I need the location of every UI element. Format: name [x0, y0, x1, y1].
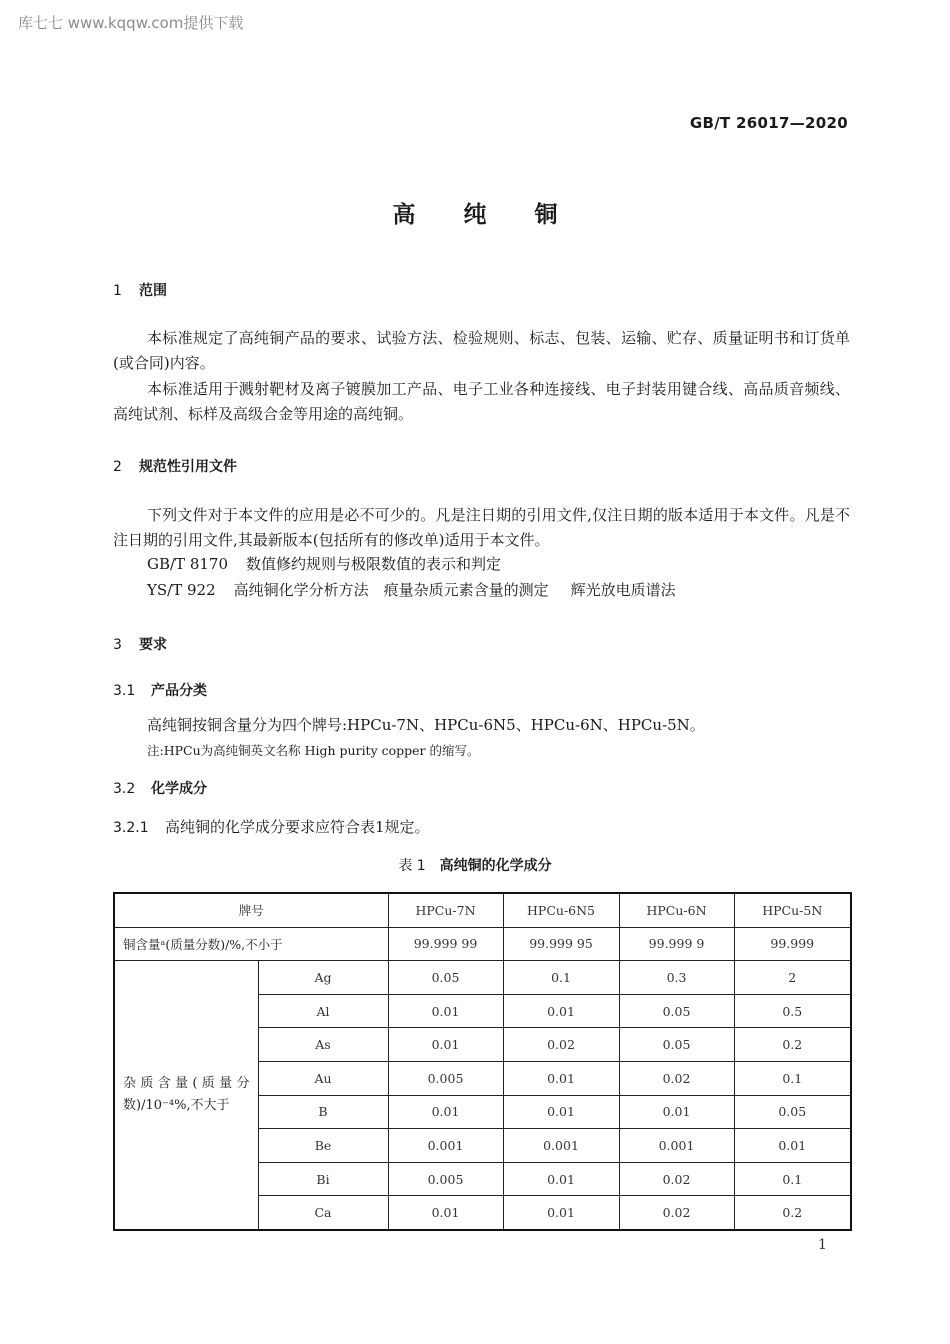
section-title: 产品分类: [151, 683, 207, 699]
reference-code: YS/T 922: [147, 581, 216, 599]
copper-content-label: 铜含量ᵃ(质量分数)/%,不小于: [114, 927, 388, 961]
value-cell: 0.005: [388, 1162, 503, 1196]
copper-content-row: [114, 927, 851, 961]
value-cell: 0.01: [503, 1162, 619, 1196]
value-cell: 0.1: [503, 961, 619, 995]
table-caption-number: 表 1: [398, 858, 426, 874]
standard-number: GB/T 26017—2020: [689, 114, 848, 132]
element-cell: Al: [258, 994, 388, 1028]
section-1-heading: [113, 280, 167, 300]
section-3-1-paragraph: 高纯铜按铜含量分为四个牌号:HPCu-7N、HPCu-6N5、HPCu-6N、HPCu-5N。: [147, 716, 705, 734]
value-cell: 0.1: [734, 1162, 851, 1196]
value-cell: 0.01: [734, 1129, 851, 1163]
element-cell: Be: [258, 1129, 388, 1163]
value-cell: 0.02: [619, 1061, 734, 1095]
impurity-content-label: 杂质含量(质量分数)/10⁻⁴%,不大于: [114, 961, 258, 1230]
section-2-heading: [113, 456, 237, 476]
reference-code: GB/T 8170: [147, 555, 229, 573]
section-3-1-note: 注:HPCu为高纯铜英文名称 High purity copper 的缩写。: [147, 743, 480, 758]
section-3-2-heading: [113, 778, 207, 798]
copper-value-cell: 99.999 9: [619, 927, 734, 961]
clause-text: 高纯铜的化学成分要求应符合表1规定。: [165, 818, 430, 836]
value-cell: 0.01: [619, 1095, 734, 1129]
grade-header: 牌号: [114, 893, 388, 927]
value-cell: 0.5: [734, 994, 851, 1028]
copper-value-cell: 99.999 99: [388, 927, 503, 961]
section-number: 2: [113, 459, 122, 475]
section-number: 3: [113, 637, 122, 653]
element-cell: Ca: [258, 1196, 388, 1230]
value-cell: 0.05: [619, 1028, 734, 1062]
value-cell: 0.02: [619, 1196, 734, 1230]
value-cell: 0.001: [619, 1129, 734, 1163]
element-cell: Au: [258, 1061, 388, 1095]
value-cell: 0.2: [734, 1196, 851, 1230]
section-2-paragraph: 下列文件对于本文件的应用是必不可少的。凡是注日期的引用文件,仅注日期的版本适用于本文件。凡是不注日期的引用文件,其最新版本(包括所有的修改单)适用于本文件。: [113, 506, 850, 549]
grade-cell: HPCu-6N5: [503, 893, 619, 927]
section-number: 3.1: [113, 683, 136, 699]
value-cell: 0.001: [388, 1129, 503, 1163]
value-cell: 0.01: [503, 994, 619, 1028]
page-number: 1: [818, 1237, 827, 1253]
value-cell: 0.01: [503, 1095, 619, 1129]
section-3-1-heading: [113, 680, 207, 700]
reference-title-part2: 辉光放电质谱法: [570, 581, 676, 599]
value-cell: 0.3: [619, 961, 734, 995]
section-1-paragraph-1: 本标准规定了高纯铜产品的要求、试验方法、检验规则、标志、包装、运输、贮存、质量证明书和订货单(或合同)内容。: [113, 329, 850, 372]
element-cell: As: [258, 1028, 388, 1062]
copper-value-cell: 99.999: [734, 927, 851, 961]
value-cell: 0.01: [503, 1061, 619, 1095]
section-title: 规范性引用文件: [139, 459, 237, 475]
reference-title: 高纯铜化学分析方法 痕量杂质元素含量的测定: [233, 581, 549, 599]
table-row: [114, 961, 851, 995]
grade-cell: HPCu-5N: [734, 893, 851, 927]
reference-item: [147, 553, 501, 574]
value-cell: 0.02: [503, 1028, 619, 1062]
table-caption: [0, 855, 950, 875]
value-cell: 0.001: [503, 1129, 619, 1163]
document-title: 高纯铜: [392, 202, 606, 228]
section-3-heading: [113, 634, 167, 654]
value-cell: 0.05: [619, 994, 734, 1028]
value-cell: 0.01: [388, 1095, 503, 1129]
element-cell: B: [258, 1095, 388, 1129]
value-cell: 0.01: [388, 1196, 503, 1230]
value-cell: 0.005: [388, 1061, 503, 1095]
value-cell: 0.02: [619, 1162, 734, 1196]
element-cell: Bi: [258, 1162, 388, 1196]
section-title: 化学成分: [151, 781, 207, 797]
grade-cell: HPCu-7N: [388, 893, 503, 927]
section-number: 3.2.1: [113, 820, 149, 836]
section-1-paragraph-2: 本标准适用于溅射靶材及离子镀膜加工产品、电子工业各种连接线、电子封装用键合线、高品质音频线、高纯试剂、标样及高级合金等用途的高纯铜。: [113, 380, 850, 423]
value-cell: 0.05: [388, 961, 503, 995]
table-caption-title: 高纯铜的化学成分: [439, 858, 552, 874]
reference-item: [147, 579, 676, 600]
reference-title: 数值修约规则与极限数值的表示和判定: [246, 555, 502, 573]
chemical-composition-table: [113, 892, 852, 1231]
value-cell: 0.2: [734, 1028, 851, 1062]
value-cell: 0.01: [388, 1028, 503, 1062]
copper-value-cell: 99.999 95: [503, 927, 619, 961]
value-cell: 0.01: [503, 1196, 619, 1230]
section-number: 1: [113, 283, 122, 299]
value-cell: 0.05: [734, 1095, 851, 1129]
table-header-row: [114, 893, 851, 927]
value-cell: 0.01: [388, 994, 503, 1028]
element-cell: Ag: [258, 961, 388, 995]
watermark: 库七七 www.kqqw.com提供下载: [18, 14, 244, 32]
section-title: 范围: [139, 283, 167, 299]
grade-cell: HPCu-6N: [619, 893, 734, 927]
section-number: 3.2: [113, 781, 136, 797]
section-title: 要求: [139, 637, 167, 653]
value-cell: 2: [734, 961, 851, 995]
section-3-2-1-clause: [113, 816, 430, 837]
value-cell: 0.1: [734, 1061, 851, 1095]
